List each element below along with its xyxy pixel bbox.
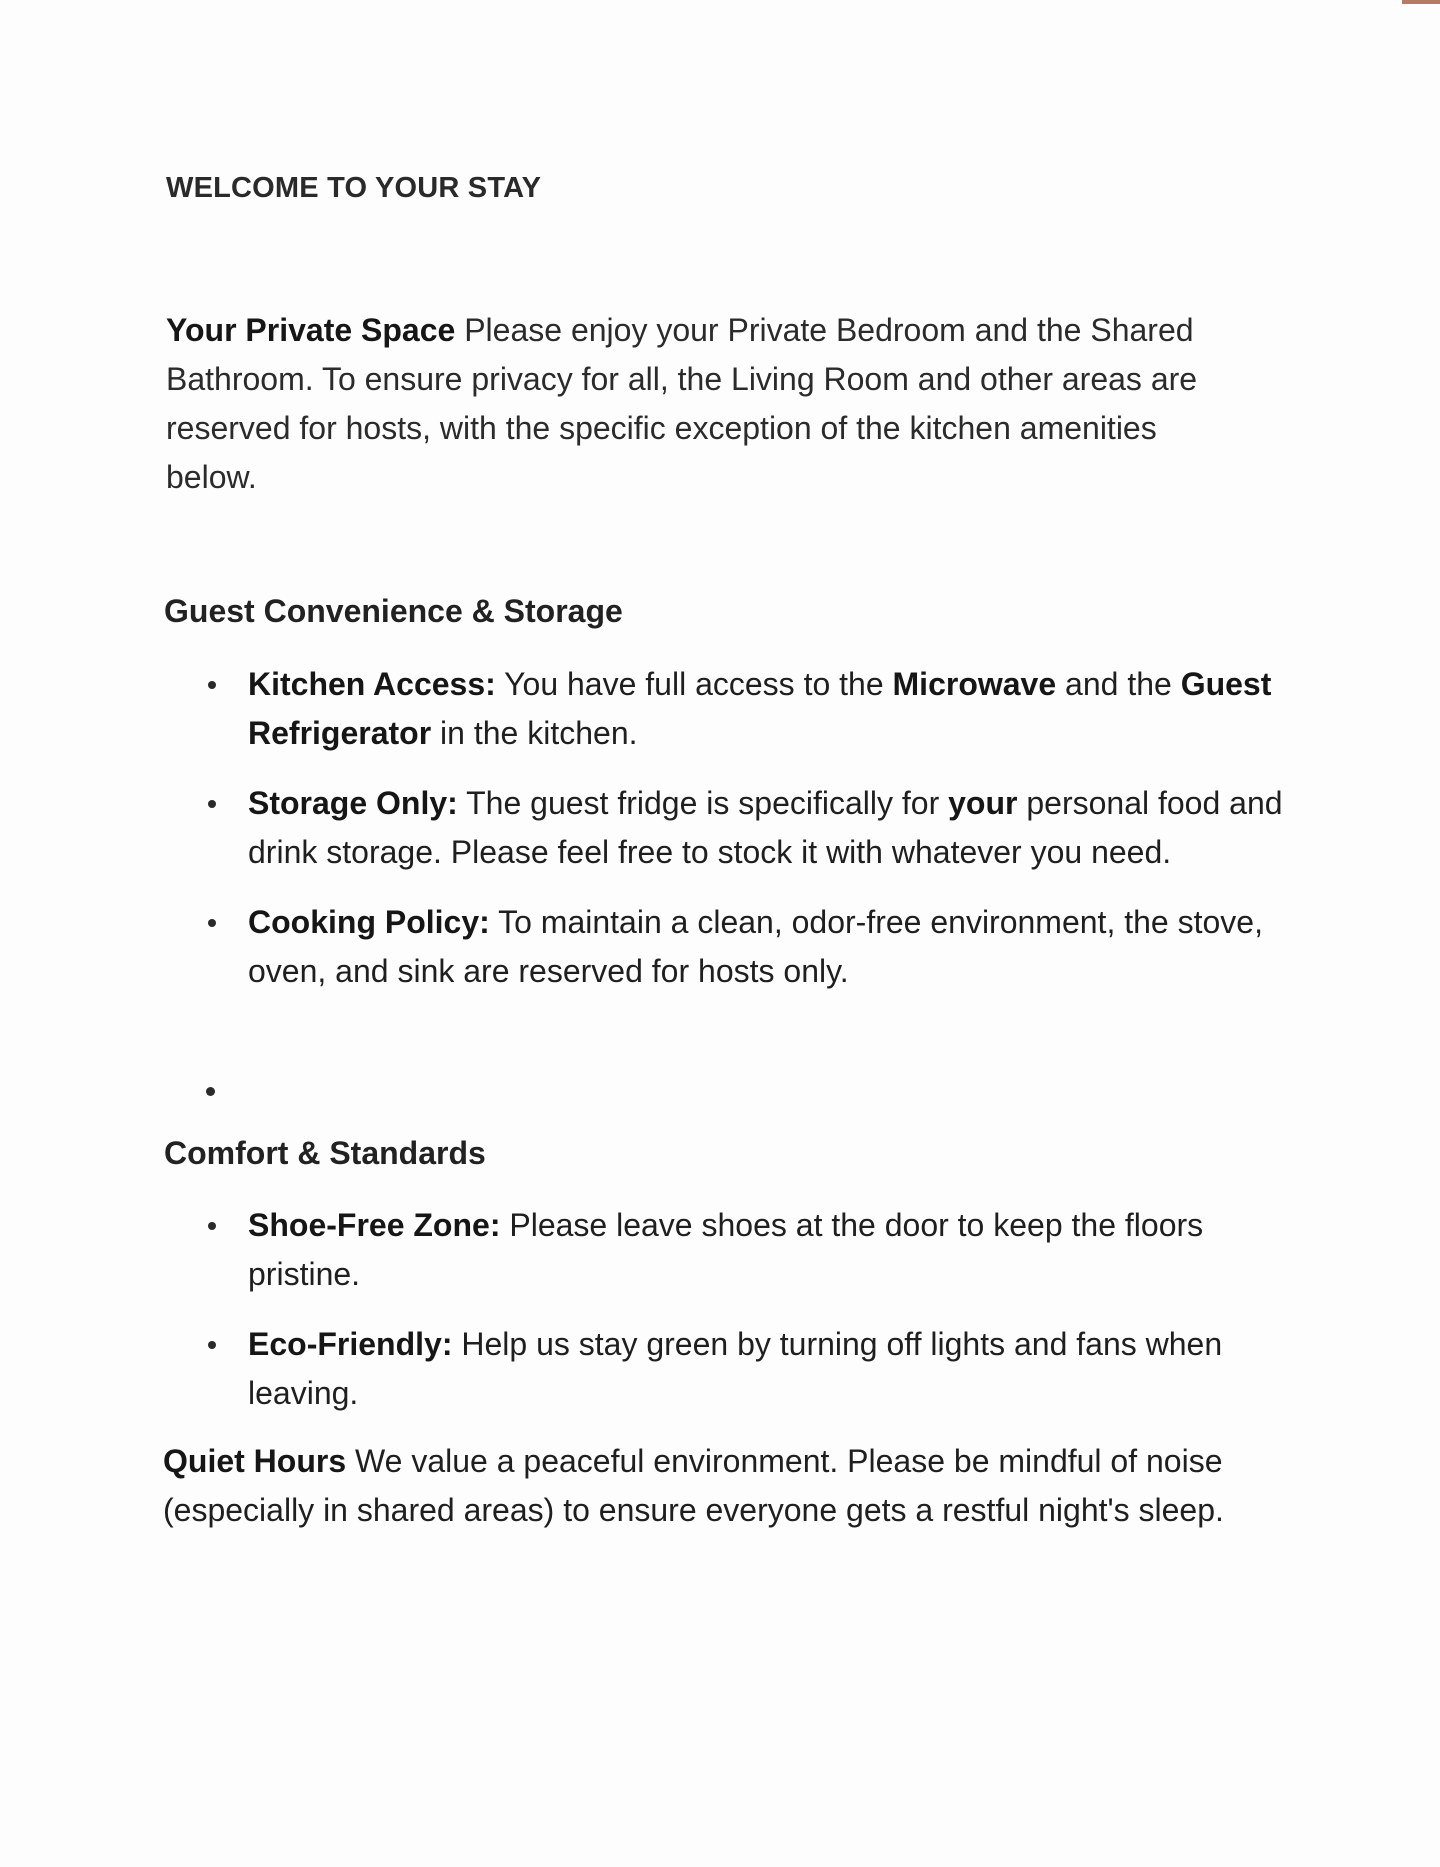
quiet-hours-paragraph [163, 1437, 1263, 1535]
private-space-text: Please enjoy your Private Bedroom and the Shared Bathroom. To ensure privacy for all, the Living Room and other areas are reserved for hosts, with the specific exception of the kitchen amenities below. [166, 312, 1198, 495]
list-item-kitchen-access [248, 660, 1288, 758]
bullet-icon [208, 919, 216, 927]
private-space-label: Your Private Space [166, 312, 456, 348]
empty-bullet-icon [206, 1087, 215, 1096]
guest-convenience-list [248, 660, 1288, 1017]
eco-friendly-label: Eco-Friendly: [248, 1326, 453, 1362]
storage-only-label: Storage Only: [248, 785, 458, 821]
comfort-standards-list [248, 1201, 1288, 1439]
shoe-free-label: Shoe-Free Zone: [248, 1207, 501, 1243]
eco-friendly-text: Help us stay green by turning off lights and fans when leaving. [248, 1326, 1223, 1411]
private-space-paragraph [166, 306, 1256, 502]
kitchen-access-text-2: and the [1056, 666, 1181, 702]
page-corner-mark [1402, 0, 1440, 4]
list-item-eco-friendly [248, 1320, 1288, 1418]
bullet-icon [208, 1341, 216, 1349]
page-title: WELCOME TO YOUR STAY [166, 172, 542, 204]
bullet-icon [208, 1222, 216, 1230]
guest-refrigerator-label: Guest Refrigerator [248, 666, 1272, 751]
quiet-hours-text: We value a peaceful environment. Please be mindful of noise (especially in shared areas) to ensure everyone gets a restful night's sleep. [163, 1443, 1224, 1528]
shoe-free-text: Please leave shoes at the door to keep the floors pristine. [248, 1207, 1204, 1292]
list-item-cooking-policy [248, 898, 1288, 996]
kitchen-access-text: You have full access to the [495, 666, 893, 702]
list-item-shoe-free [248, 1201, 1288, 1299]
kitchen-access-label: Kitchen Access: [248, 666, 496, 702]
cooking-policy-label: Cooking Policy: [248, 904, 490, 940]
quiet-hours-label: Quiet Hours [163, 1443, 347, 1479]
your-emphasis: your [948, 785, 1018, 821]
bullet-icon [208, 800, 216, 808]
cooking-policy-text: To maintain a clean, odor-free environment, the stove, oven, and sink are reserved for hosts only. [248, 904, 1263, 989]
kitchen-access-text-3: in the kitchen. [431, 715, 638, 751]
list-item-storage-only [248, 779, 1288, 877]
storage-only-text-2: personal food and drink storage. Please feel free to stock it with whatever you need. [248, 785, 1283, 870]
comfort-standards-heading: Comfort & Standards [164, 1135, 486, 1171]
guest-convenience-heading: Guest Convenience & Storage [164, 593, 623, 629]
storage-only-text: The guest fridge is specifically for [457, 785, 949, 821]
microwave-label: Microwave [892, 666, 1057, 702]
bullet-icon [208, 681, 216, 689]
